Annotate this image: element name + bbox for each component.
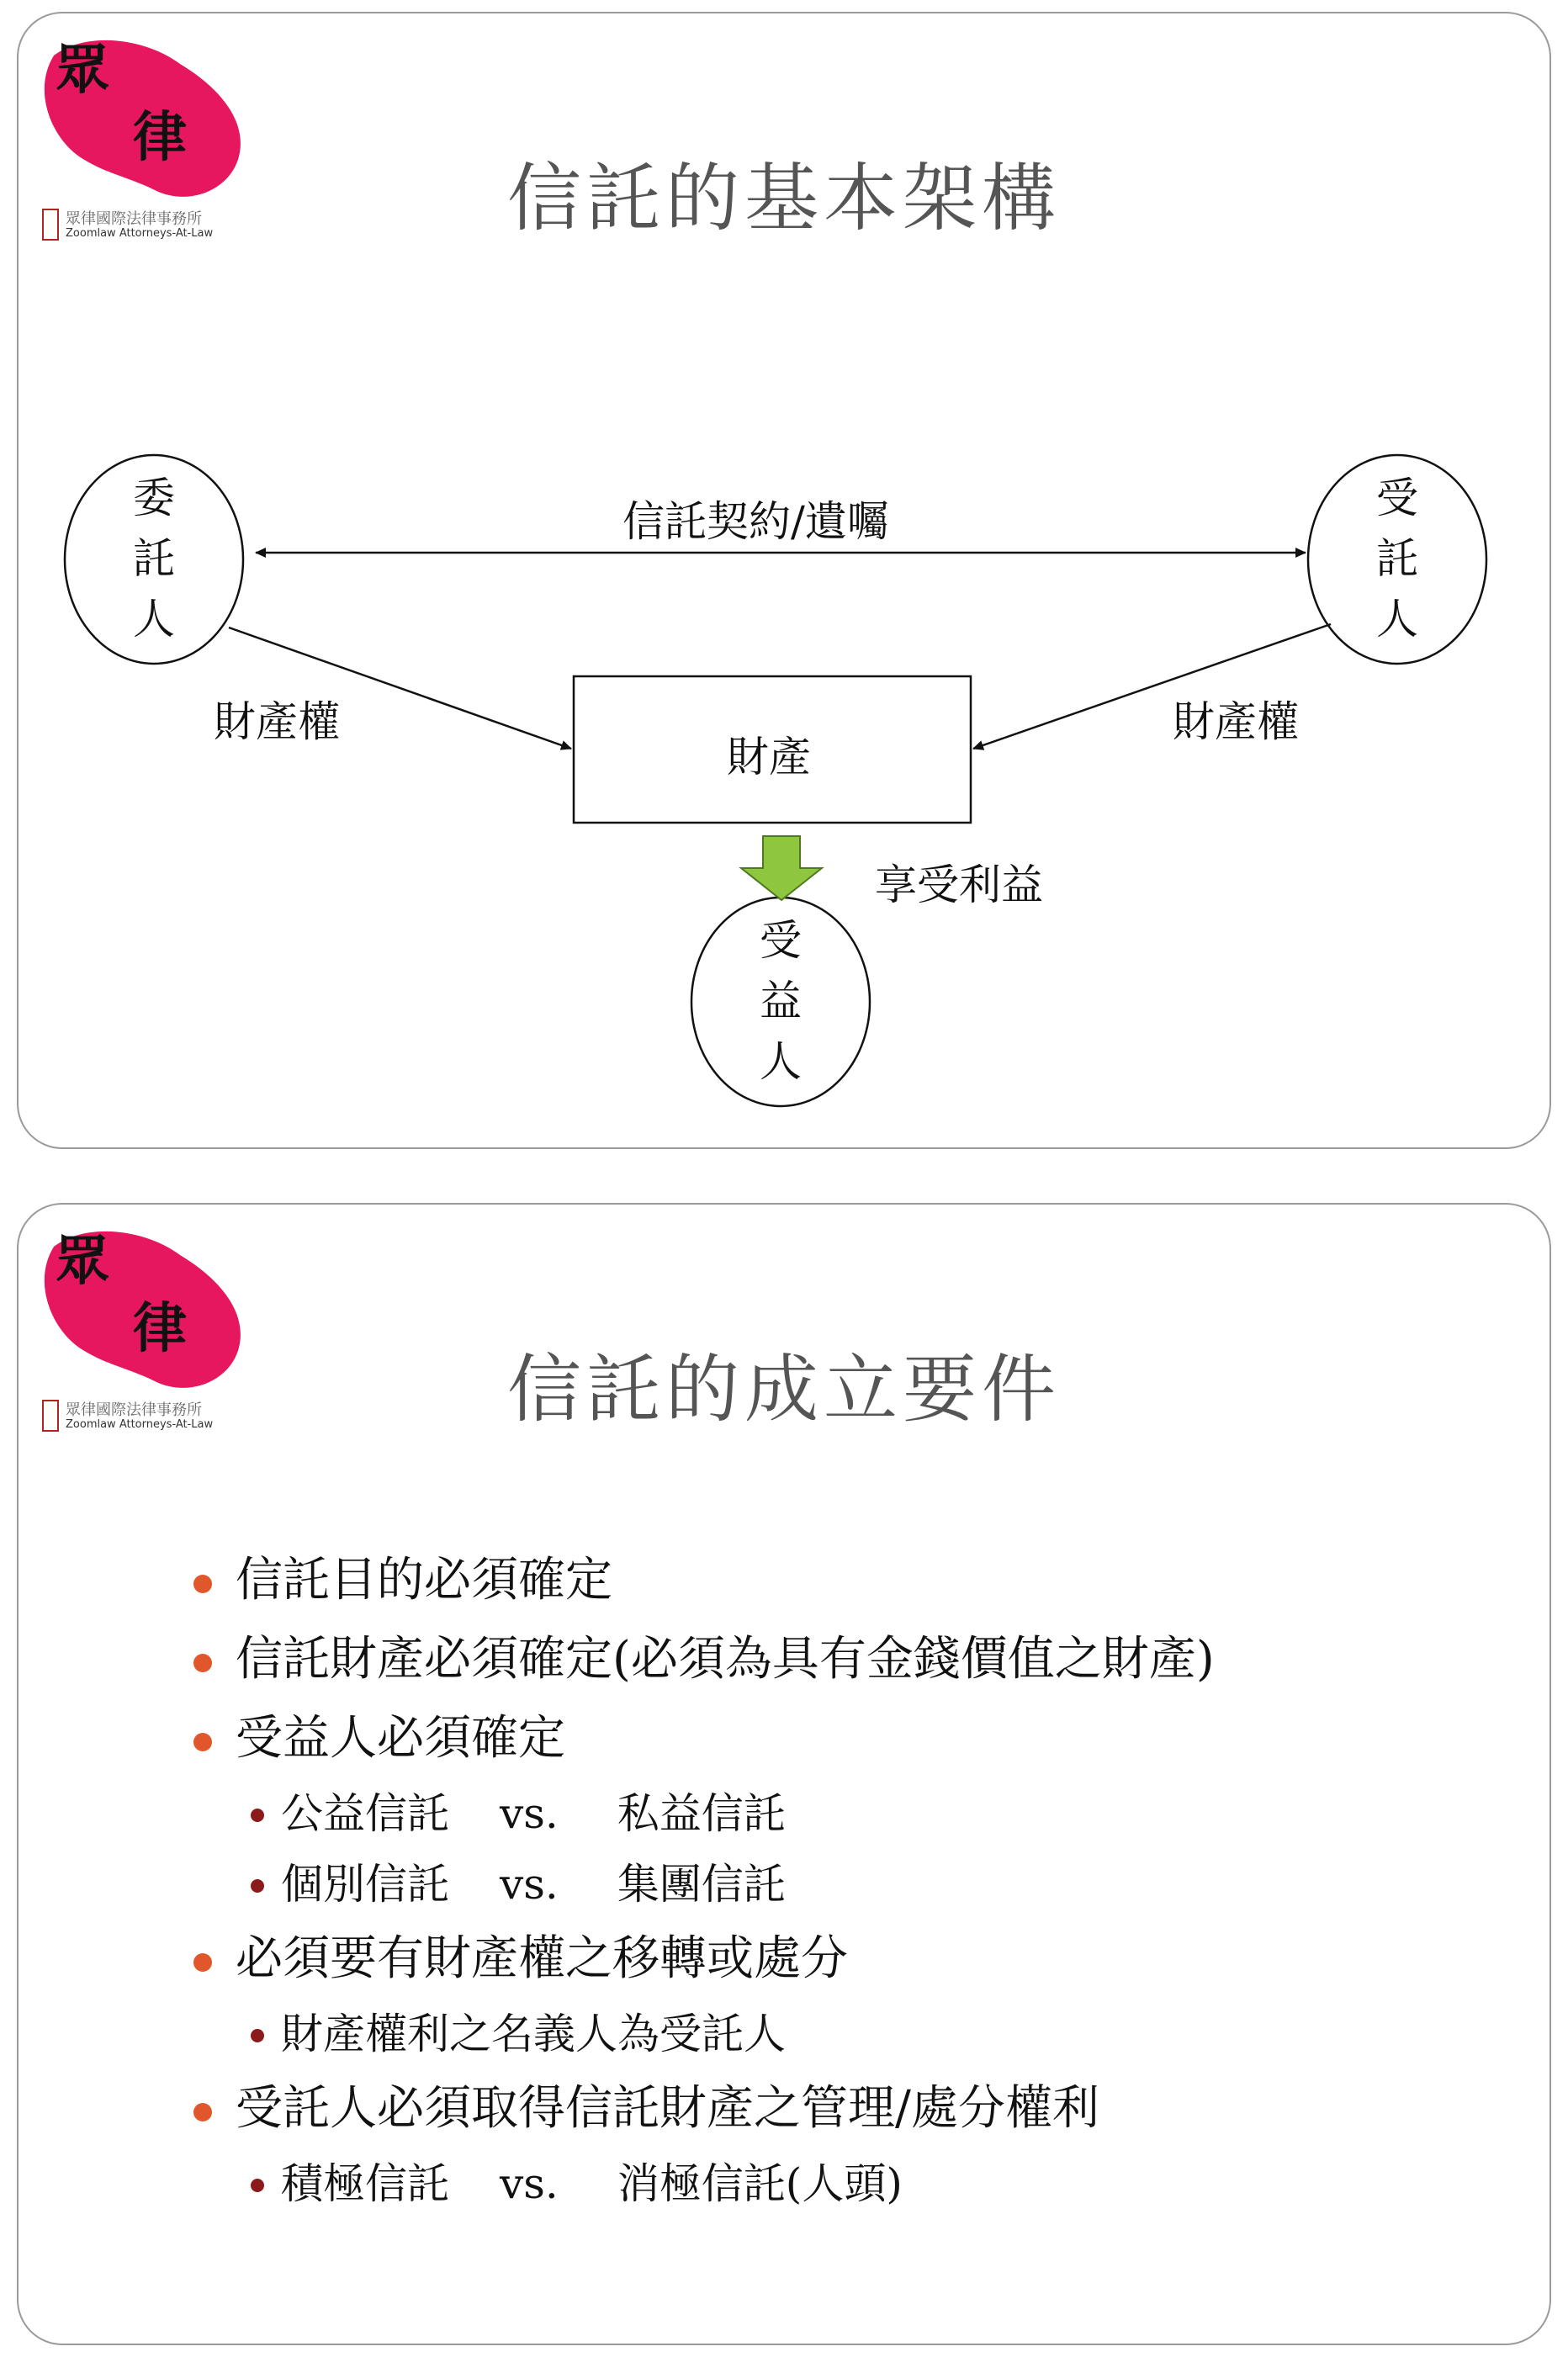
option-a: 積極信託: [281, 2159, 449, 2208]
sub-bullet-icon: [251, 1809, 264, 1822]
versus-label: vs.: [500, 2159, 559, 2208]
logo-char-1: 眾: [56, 1230, 109, 1293]
list-item-text: 必須要有財產權之移轉或處分: [236, 1931, 848, 1986]
sub-list-item: [178, 1999, 1215, 2069]
trustee-char: 人: [1376, 595, 1418, 644]
slide-basic-structure: [17, 12, 1551, 1149]
down-arrow-icon: [741, 836, 822, 900]
versus-label: vs.: [500, 1789, 559, 1838]
list-item-text: 財產權利之名義人為受託人: [281, 2010, 786, 2058]
beneficiary-char: 人: [760, 1037, 802, 1086]
beneficiary-label: [755, 910, 806, 1092]
sub-bullet-icon: [251, 2029, 264, 2042]
slide-title: 信託的成立要件: [506, 1346, 1061, 1433]
trustee-char: 託: [1376, 534, 1418, 583]
option-b: 集團信託: [617, 1860, 786, 1909]
trustee-property-right-label: 財產權: [1173, 697, 1299, 746]
firm-name-en: Zoomlaw Attorneys-At-Law: [66, 1418, 214, 1431]
settlor-label: [129, 468, 179, 649]
benefit-label: 享受利益: [875, 861, 1043, 909]
bullet-icon: [193, 1575, 212, 1593]
beneficiary-char: 益: [760, 977, 802, 1025]
settlor-char: 人: [133, 595, 175, 644]
contract-label: 信託契約/遺囑: [622, 497, 889, 546]
settlor-char: 委: [133, 474, 175, 522]
option-b: 私益信託: [617, 1789, 786, 1838]
list-item-text: 受益人必須確定: [236, 1711, 565, 1766]
option-b: 消極信託(人頭): [617, 2159, 903, 2208]
logo-char-2: 律: [133, 106, 187, 169]
option-a: 公益信託: [281, 1789, 449, 1838]
logo-char-1: 眾: [56, 39, 109, 102]
list-item-text: 信託財產必須確定(必須為具有金錢價值之財產): [236, 1632, 1215, 1687]
option-a: 個別信託: [281, 1860, 449, 1909]
firm-name-cn: 眾律國際法律事務所: [66, 210, 202, 228]
firm-name-cn: 眾律國際法律事務所: [66, 1401, 202, 1419]
list-item: [178, 1699, 1215, 1778]
beneficiary-char: 受: [760, 916, 802, 965]
list-item-text: 信託目的必須確定: [236, 1553, 612, 1608]
slide-formation-requirements: [17, 1203, 1551, 2345]
settlor-char: 託: [133, 534, 175, 583]
bullet-icon: [193, 1733, 212, 1751]
bullet-icon: [193, 2103, 212, 2121]
trustee-label: [1372, 468, 1422, 649]
requirements-list: [178, 1541, 1215, 2219]
list-item: [178, 2069, 1215, 2148]
slide-title: 信託的基本架構: [506, 155, 1061, 241]
trustee-char: 受: [1376, 474, 1418, 522]
settlor-property-right-label: 財產權: [214, 697, 340, 746]
versus-label: vs.: [500, 1860, 559, 1909]
bullet-icon: [193, 1654, 212, 1672]
list-item: [178, 1541, 1215, 1620]
property-label: 財產: [727, 733, 811, 781]
sub-list-item: [178, 2148, 1215, 2219]
list-item: [178, 1620, 1215, 1699]
sub-bullet-icon: [251, 1879, 264, 1893]
sub-list-item: [178, 1849, 1215, 1920]
bullet-icon: [193, 1953, 212, 1972]
list-item-text: 受託人必須取得信託財產之管理/處分權利: [236, 2081, 1099, 2136]
list-item: [178, 1920, 1215, 1999]
sub-bullet-icon: [251, 2179, 264, 2192]
logo-char-2: 律: [133, 1297, 187, 1360]
firm-name-en: Zoomlaw Attorneys-At-Law: [66, 227, 214, 240]
sub-list-item: [178, 1778, 1215, 1849]
